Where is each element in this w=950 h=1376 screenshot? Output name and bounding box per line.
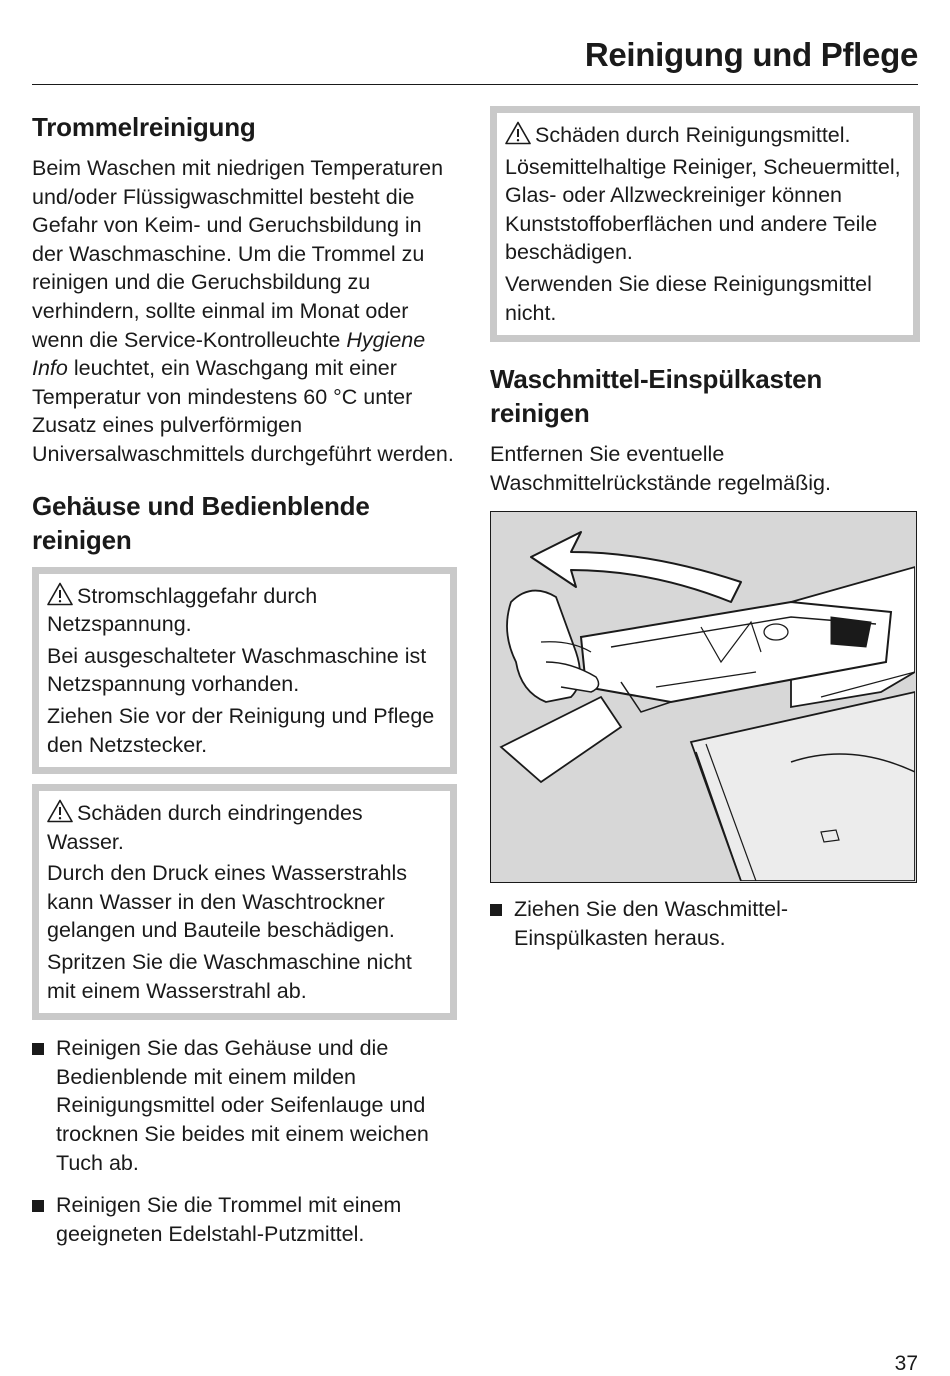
left-column [32,100,457,1248]
warning-text: Lösemittelhaltige Reiniger, Scheuermittel, Glas- oder Allzweckreiniger können Kunststoffoberflächen und andere Teile beschädigen. [505,154,901,265]
housing-heading: Gehäuse und Bedienblende reinigen [32,490,370,555]
warning-text: Ziehen Sie vor der Reinigung und Pflege den Netzstecker. [47,703,435,757]
warning-text: Durch den Druck eines Wasserstrahls kann Wasser in den Waschtrockner gelangen und Bauteile beschädigen. [47,861,408,943]
warning-title: Stromschlaggefahr durch Netzspannung. [47,583,318,637]
hygiene-info-label: Hygiene Info [32,327,426,381]
drum-cleaning-heading: Trommelreinigung [32,112,256,142]
warning-text: Verwenden Sie diese Reinigungsmittel nicht. [505,271,872,325]
warning-box-cleaning-agents [490,106,920,342]
page-section-title: Reinigung und Pflege [584,36,918,73]
list-item: Reinigen Sie die Trommel mit einem geeigneten Edelstahl-Putzmittel. [32,1191,457,1248]
square-bullet-icon [490,904,502,916]
warning-box-water [32,784,457,1020]
warning-text: Spritzen Sie die Waschmaschine nicht mit einem Wasserstrahl ab. [47,950,412,1003]
drum-cleaning-text: Beim Waschen mit niedrigen Temperaturen und/oder Flüssigwaschmittel besteht die Gefahr von Keim- und Geruchsbildung in der Waschmaschine. Um die Trommel zu reinigen und die Geruchsbildung zu verhindern, sollte einmal im Monat oder wenn die Service-Kontrolleuchte Hygiene Info leuchtet, ein Waschgang mit einer Temperatur von mindestens 60 °C unter Zusatz eines pulverförmigen Universalwaschmittels durchgeführt werden. [32,156,454,466]
warning-box-electric [32,567,457,775]
warning-title: Schäden durch eindringendes Wasser. [47,801,363,854]
page-number: 37 [894,1352,918,1375]
dispenser-illustration [490,511,917,883]
header-divider [32,84,918,85]
list-item: Ziehen Sie den Waschmittel-Einspülkasten heraus. [490,895,920,952]
list-item: Reinigen Sie das Gehäuse und die Bedienblende mit einem milden Reinigungsmittel oder Seifenlauge und trocknen Sie beides mit einem weichen Tuch ab. [32,1034,457,1177]
warning-triangle-icon [47,582,73,606]
warning-triangle-icon [47,799,73,823]
right-column [490,100,920,953]
dispenser-drawing [491,512,915,881]
warning-title: Schäden durch Reinigungsmittel. [505,121,905,150]
warning-triangle-icon [505,121,531,145]
warning-text: Bei ausgeschalteter Waschmaschine ist Netzspannung vorhanden. [47,643,427,697]
square-bullet-icon [32,1043,44,1055]
dispenser-heading: Waschmittel-Einspülkasten reinigen [490,364,823,429]
square-bullet-icon [32,1200,44,1212]
dispenser-intro: Entfernen Sie eventuelle Waschmittelrückstände regelmäßig. [490,442,831,495]
